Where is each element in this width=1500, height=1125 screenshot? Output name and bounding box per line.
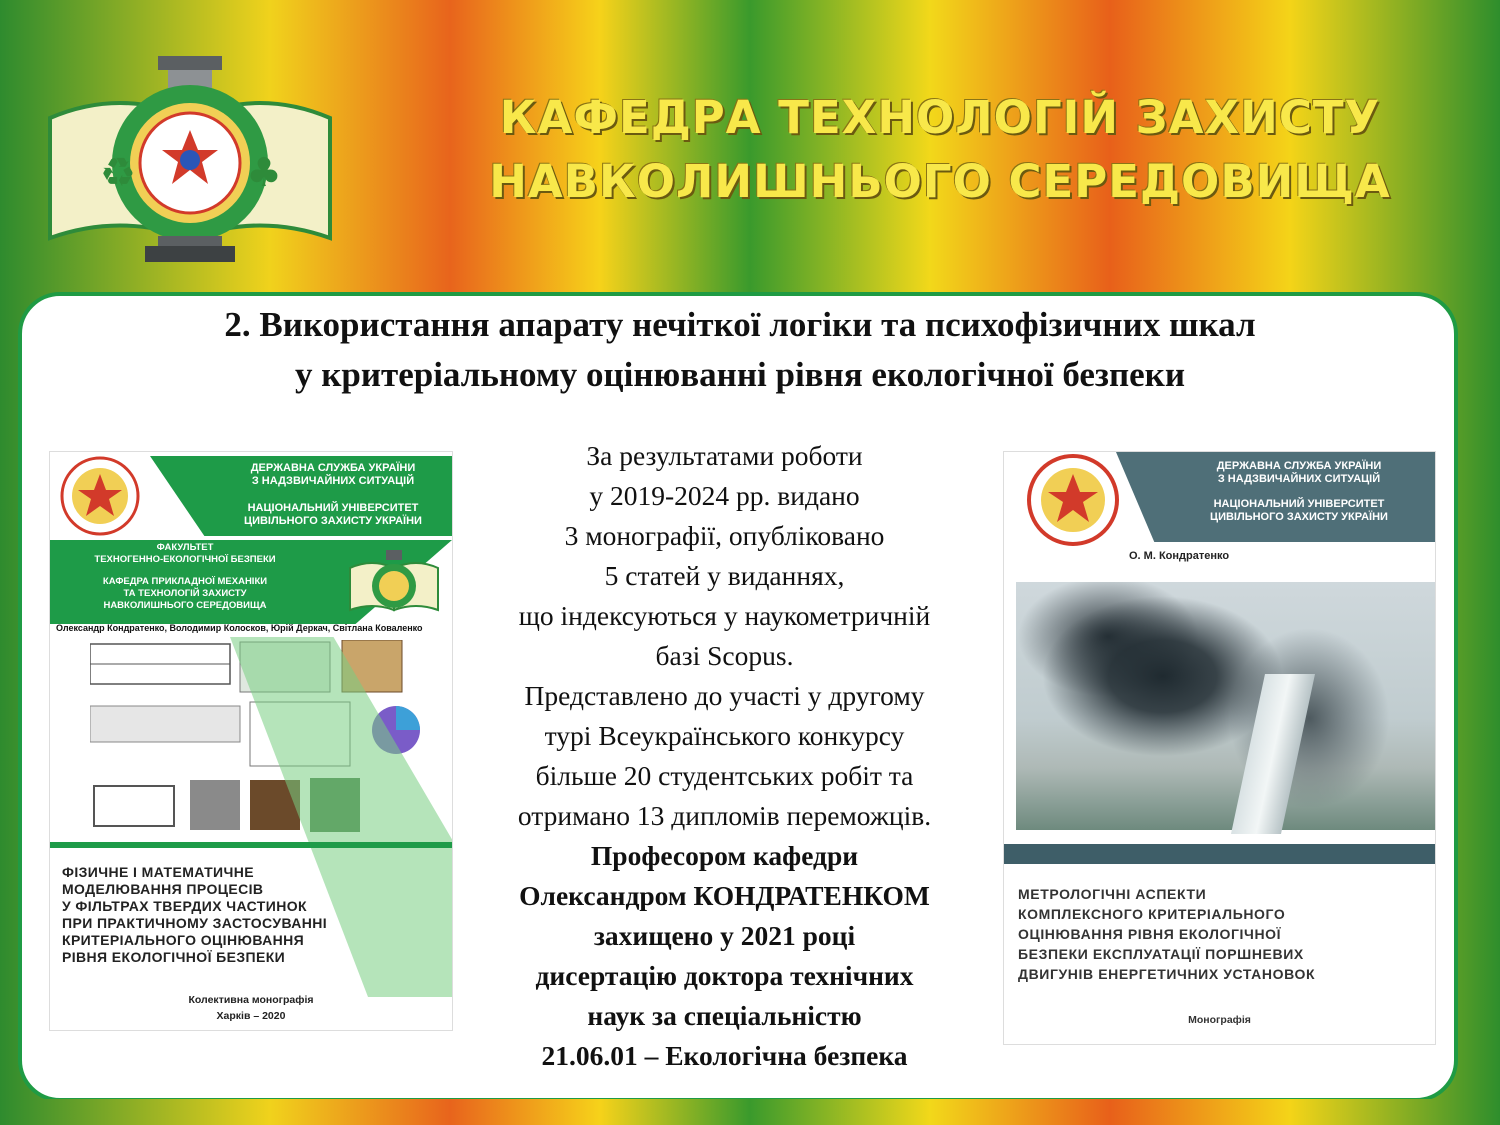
- department-logo: [40, 48, 340, 270]
- cover-org: [1174, 460, 1424, 486]
- cover-left-city-year: Харків – 2020: [216, 1010, 286, 1022]
- highlight-line: Професором кафедри: [590, 840, 859, 871]
- department-title-line-2: НАВКОЛИШНЬОГО СЕРЕДОВИЩА: [489, 155, 1391, 208]
- university-emblem-icon: [1018, 452, 1128, 548]
- slide-title-line-1: 2. Використання апарату нечіткої логіки та психофізичних шкал: [224, 305, 1256, 344]
- cover-left-title-line: КРИТЕРІАЛЬНОГО ОЦІНЮВАННЯ: [62, 932, 305, 948]
- summary-line: 5 статей у виданнях,: [604, 560, 845, 591]
- cover-org-line-1: ДЕРЖАВНА СЛУЖБА УКРАЇНИ: [1216, 460, 1382, 472]
- cover-left-title: [62, 864, 327, 966]
- summary-line: 3 монографії, опубліковано: [564, 520, 885, 551]
- cover-authors: Олександр Кондратенко, Володимир Колосков, Юрій Деркач, Світлана Коваленко: [56, 623, 423, 633]
- cover-department-line-1: КАФЕДРА ПРИКЛАДНОЇ МЕХАНІКИ: [102, 576, 268, 587]
- slide-title-line-2: у критеріальному оцінюванні рівня екологічної безпеки: [294, 355, 1186, 394]
- university-emblem-icon: [54, 456, 146, 536]
- cover-right-title-line: БЕЗПЕКИ ЕКСПЛУАТАЦІЇ ПОРШНЕВИХ: [1018, 946, 1304, 962]
- cover-department-line-3: НАВКОЛИШНЬОГО СЕРЕДОВИЩА: [103, 600, 267, 611]
- cover-org: [218, 462, 448, 488]
- summary-text: [462, 436, 987, 1076]
- monograph-cover-right: [1004, 452, 1435, 1044]
- cover-left-title-line: ФІЗИЧНЕ І МАТЕМАТИЧНЕ: [62, 864, 254, 880]
- summary-line: що індексуються у наукометричній: [518, 600, 931, 631]
- slide-title: [60, 300, 1420, 400]
- cover-org-line-2: З НАДЗВИЧАЙНИХ СИТУАЦІЙ: [251, 475, 415, 487]
- cover-faculty: [60, 542, 310, 566]
- department-logo-small-icon: [346, 548, 442, 618]
- cover-faculty-line-1: ФАКУЛЬТЕТ: [156, 542, 214, 553]
- cover-university-line-2: ЦИВІЛЬНОГО ЗАХИСТУ УКРАЇНИ: [244, 515, 422, 527]
- svg-text:♻: ♻: [100, 150, 136, 196]
- summary-line: отримано 13 дипломів переможців.: [517, 800, 932, 831]
- cover-divider: [50, 842, 452, 848]
- highlight-line: 21.06.01 – Екологічна безпека: [541, 1040, 908, 1071]
- cover-author: О. М. Кондратенко: [1129, 550, 1230, 562]
- highlight-line: Олександром КОНДРАТЕНКОМ: [519, 880, 930, 911]
- summary-line: турі Всеукраїнського конкурсу: [544, 720, 905, 751]
- cover-org-line-2: З НАДЗВИЧАЙНИХ СИТУАЦІЙ: [1217, 473, 1381, 485]
- summary-line: Представлено до участі у другому: [524, 680, 925, 711]
- highlight-line: дисертацію доктора технічних: [535, 960, 914, 991]
- cover-right-title-line: МЕТРОЛОГІЧНІ АСПЕКТИ: [1018, 886, 1207, 902]
- cover-right-title-line: КОМПЛЕКСНОГО КРИТЕРІАЛЬНОГО: [1018, 906, 1286, 922]
- cover-right-title-line: ОЦІНЮВАННЯ РІВНЯ ЕКОЛОГІЧНОЇ: [1018, 926, 1282, 942]
- bottom-gradient-strip: [0, 1099, 1500, 1125]
- cover-faculty-line-2: ТЕХНОГЕННО-ЕКОЛОГІЧНОЇ БЕЗПЕКИ: [94, 554, 276, 565]
- cover-university: [1174, 498, 1424, 524]
- cover-university-line-1: НАЦІОНАЛЬНИЙ УНІВЕРСИТЕТ: [1213, 498, 1385, 510]
- summary-line: За результатами роботи: [586, 440, 863, 471]
- summary-line: базі Scopus.: [655, 640, 794, 671]
- cover-left-title-line: МОДЕЛЮВАННЯ ПРОЦЕСІВ: [62, 881, 264, 897]
- exhaust-pipe-shape: [1231, 674, 1315, 834]
- cover-right-title: [1018, 884, 1315, 984]
- cover-right-type: Монографія: [1188, 1014, 1251, 1026]
- cover-department: [60, 576, 310, 612]
- monograph-cover-left: [50, 452, 452, 1030]
- cover-left-title-line: РІВНЯ ЕКОЛОГІЧНОЇ БЕЗПЕКИ: [62, 949, 286, 965]
- department-title-line-1: КАФЕДРА ТЕХНОЛОГІЙ ЗАХИСТУ: [499, 91, 1381, 144]
- summary-line: у 2019-2024 рр. видано: [589, 480, 860, 511]
- cover-org-line-1: ДЕРЖАВНА СЛУЖБА УКРАЇНИ: [250, 462, 416, 474]
- cover-smoke-photo: [1016, 582, 1435, 830]
- cover-left-title-line: ПРИ ПРАКТИЧНОМУ ЗАСТОСУВАННІ: [62, 915, 328, 931]
- cover-divider: [1004, 844, 1435, 864]
- cover-right-title-line: ДВИГУНІВ ЕНЕРГЕТИЧНИХ УСТАНОВОК: [1018, 966, 1316, 982]
- cover-university-line-2: ЦИВІЛЬНОГО ЗАХИСТУ УКРАЇНИ: [1210, 511, 1388, 523]
- cover-university-line-1: НАЦІОНАЛЬНИЙ УНІВЕРСИТЕТ: [247, 502, 419, 514]
- cover-left-type: Колективна монографія: [188, 994, 314, 1006]
- svg-text:♣: ♣: [246, 150, 282, 196]
- summary-line: більше 20 студентських робіт та: [535, 760, 914, 791]
- cover-department-line-2: ТА ТЕХНОЛОГІЙ ЗАХИСТУ: [123, 588, 247, 599]
- highlight-line: наук за спеціальністю: [587, 1000, 862, 1031]
- cover-university: [218, 502, 448, 528]
- highlight-line: захищено у 2021 році: [593, 920, 856, 951]
- department-title: [420, 86, 1460, 214]
- cover-left-title-line: У ФІЛЬТРАХ ТВЕРДИХ ЧАСТИНОК: [62, 898, 307, 914]
